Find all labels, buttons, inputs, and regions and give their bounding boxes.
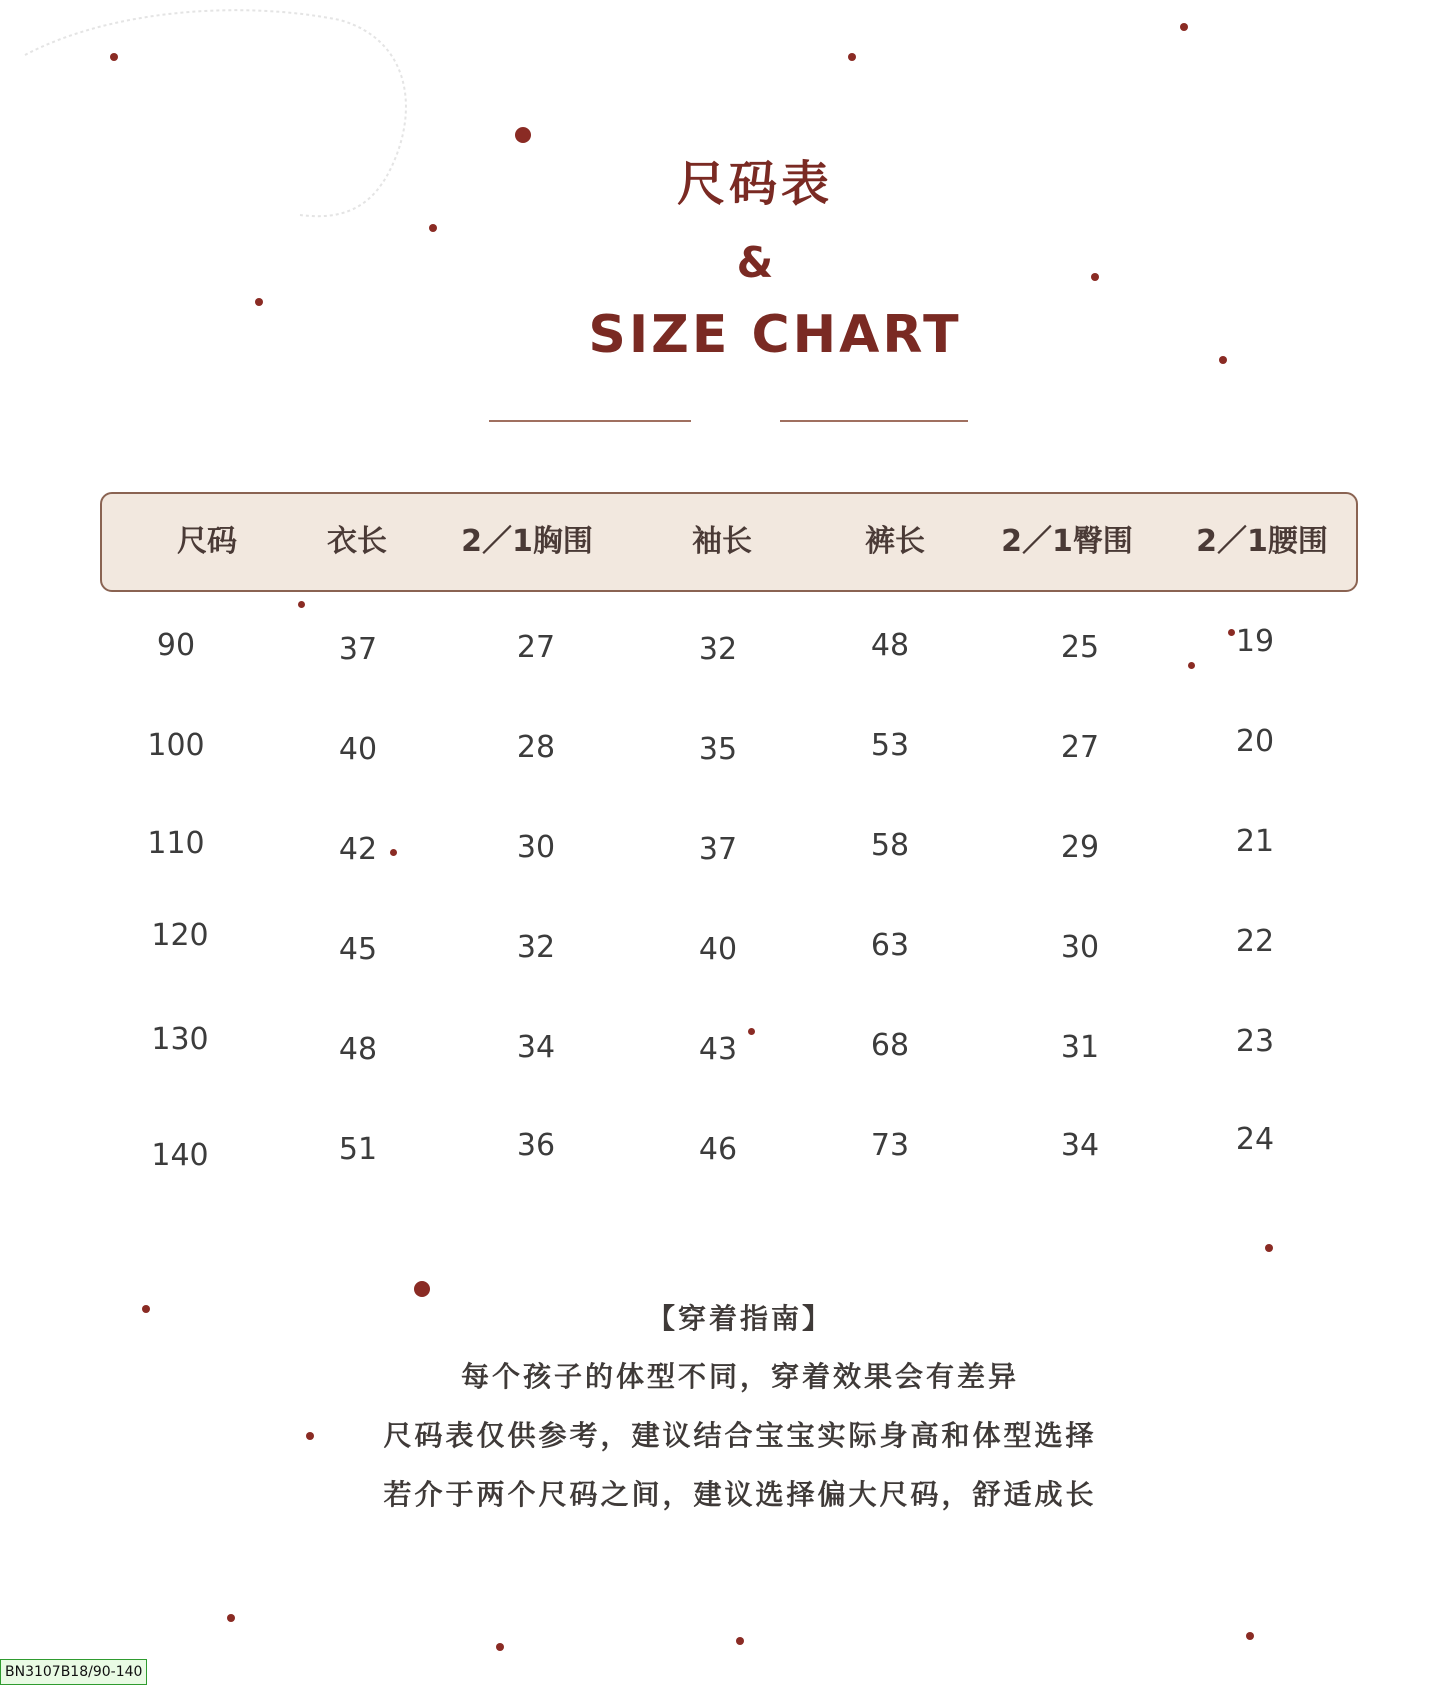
cell-chest: 27 [516,630,556,665]
decorative-dot [1188,662,1195,669]
decorative-dot [1265,1244,1273,1252]
decorative-dot [227,1614,235,1622]
cell-chest: 32 [516,930,556,965]
cell-hip: 34 [1060,1128,1100,1163]
header-waist: 2／1腰围 [1196,524,1328,559]
decorative-dot [429,224,437,232]
decorative-dot [110,53,118,61]
cell-hip: 25 [1060,630,1100,665]
header-chest: 2／1胸围 [461,524,593,559]
cell-hip: 31 [1060,1030,1100,1065]
cell-sleeve: 40 [698,932,738,967]
cell-size: 130 [151,1022,209,1057]
cell-chest: 28 [516,730,556,765]
cell-hip: 27 [1060,730,1100,765]
cell-waist: 24 [1235,1122,1275,1157]
guide-line: 每个孩子的体型不同，穿着效果会有差异 [460,1360,1019,1393]
decorative-dot [298,601,305,608]
guide-line: 若介于两个尺码之间，建议选择偏大尺码，舒适成长 [383,1478,1097,1511]
cell-length: 40 [338,732,378,767]
sku-tag: BN3107B18/90-140 [0,1659,147,1685]
table-header [100,492,1358,592]
cell-hip: 29 [1060,830,1100,865]
header-hip: 2／1臀围 [1001,524,1133,559]
cell-length: 48 [338,1032,378,1067]
title-ampersand: & [736,238,774,287]
cell-size: 90 [156,628,196,663]
header-length: 衣长 [327,524,387,559]
cell-pants-length: 73 [870,1128,910,1163]
cell-sleeve: 43 [698,1032,738,1067]
cell-pants-length: 68 [870,1028,910,1063]
guide-heading: 【穿着指南】 [646,1302,833,1335]
header-size: 尺码 [177,524,237,559]
decorative-dot [1246,1632,1254,1640]
title-chinese: 尺码表 [676,156,833,212]
cell-waist: 20 [1235,724,1275,759]
title-english: SIZE CHART [588,305,962,365]
cell-hip: 30 [1060,930,1100,965]
cell-pants-length: 53 [870,728,910,763]
guide-line: 尺码表仅供参考，建议结合宝宝实际身高和体型选择 [383,1419,1097,1452]
cell-waist: 23 [1235,1024,1275,1059]
cell-sleeve: 35 [698,732,738,767]
cell-size: 140 [151,1138,209,1173]
cell-length: 37 [338,632,378,667]
cell-waist: 21 [1235,824,1275,859]
header-pants-length: 裤长 [865,524,925,559]
cell-waist: 22 [1235,924,1275,959]
cell-waist: 19 [1235,624,1275,659]
title-rule-right [780,420,968,422]
cell-size: 120 [151,918,209,953]
cell-length: 42 [338,832,378,867]
cell-length: 51 [338,1132,378,1167]
decorative-dot [848,53,856,61]
decorative-dot [515,127,531,143]
cell-size: 110 [147,826,205,861]
cell-sleeve: 32 [698,632,738,667]
cell-chest: 36 [516,1128,556,1163]
cell-pants-length: 58 [870,828,910,863]
title-rule-left [489,420,691,422]
cell-length: 45 [338,932,378,967]
header-sleeve: 袖长 [692,524,752,559]
cell-size: 100 [147,728,205,763]
decorative-dot [414,1281,430,1297]
cell-pants-length: 48 [870,628,910,663]
cell-sleeve: 46 [698,1132,738,1167]
decorative-dot [736,1637,744,1645]
cell-sleeve: 37 [698,832,738,867]
decorative-dot [496,1643,504,1651]
cell-pants-length: 63 [870,928,910,963]
cell-chest: 30 [516,830,556,865]
decorative-dot [1180,23,1188,31]
cell-chest: 34 [516,1030,556,1065]
